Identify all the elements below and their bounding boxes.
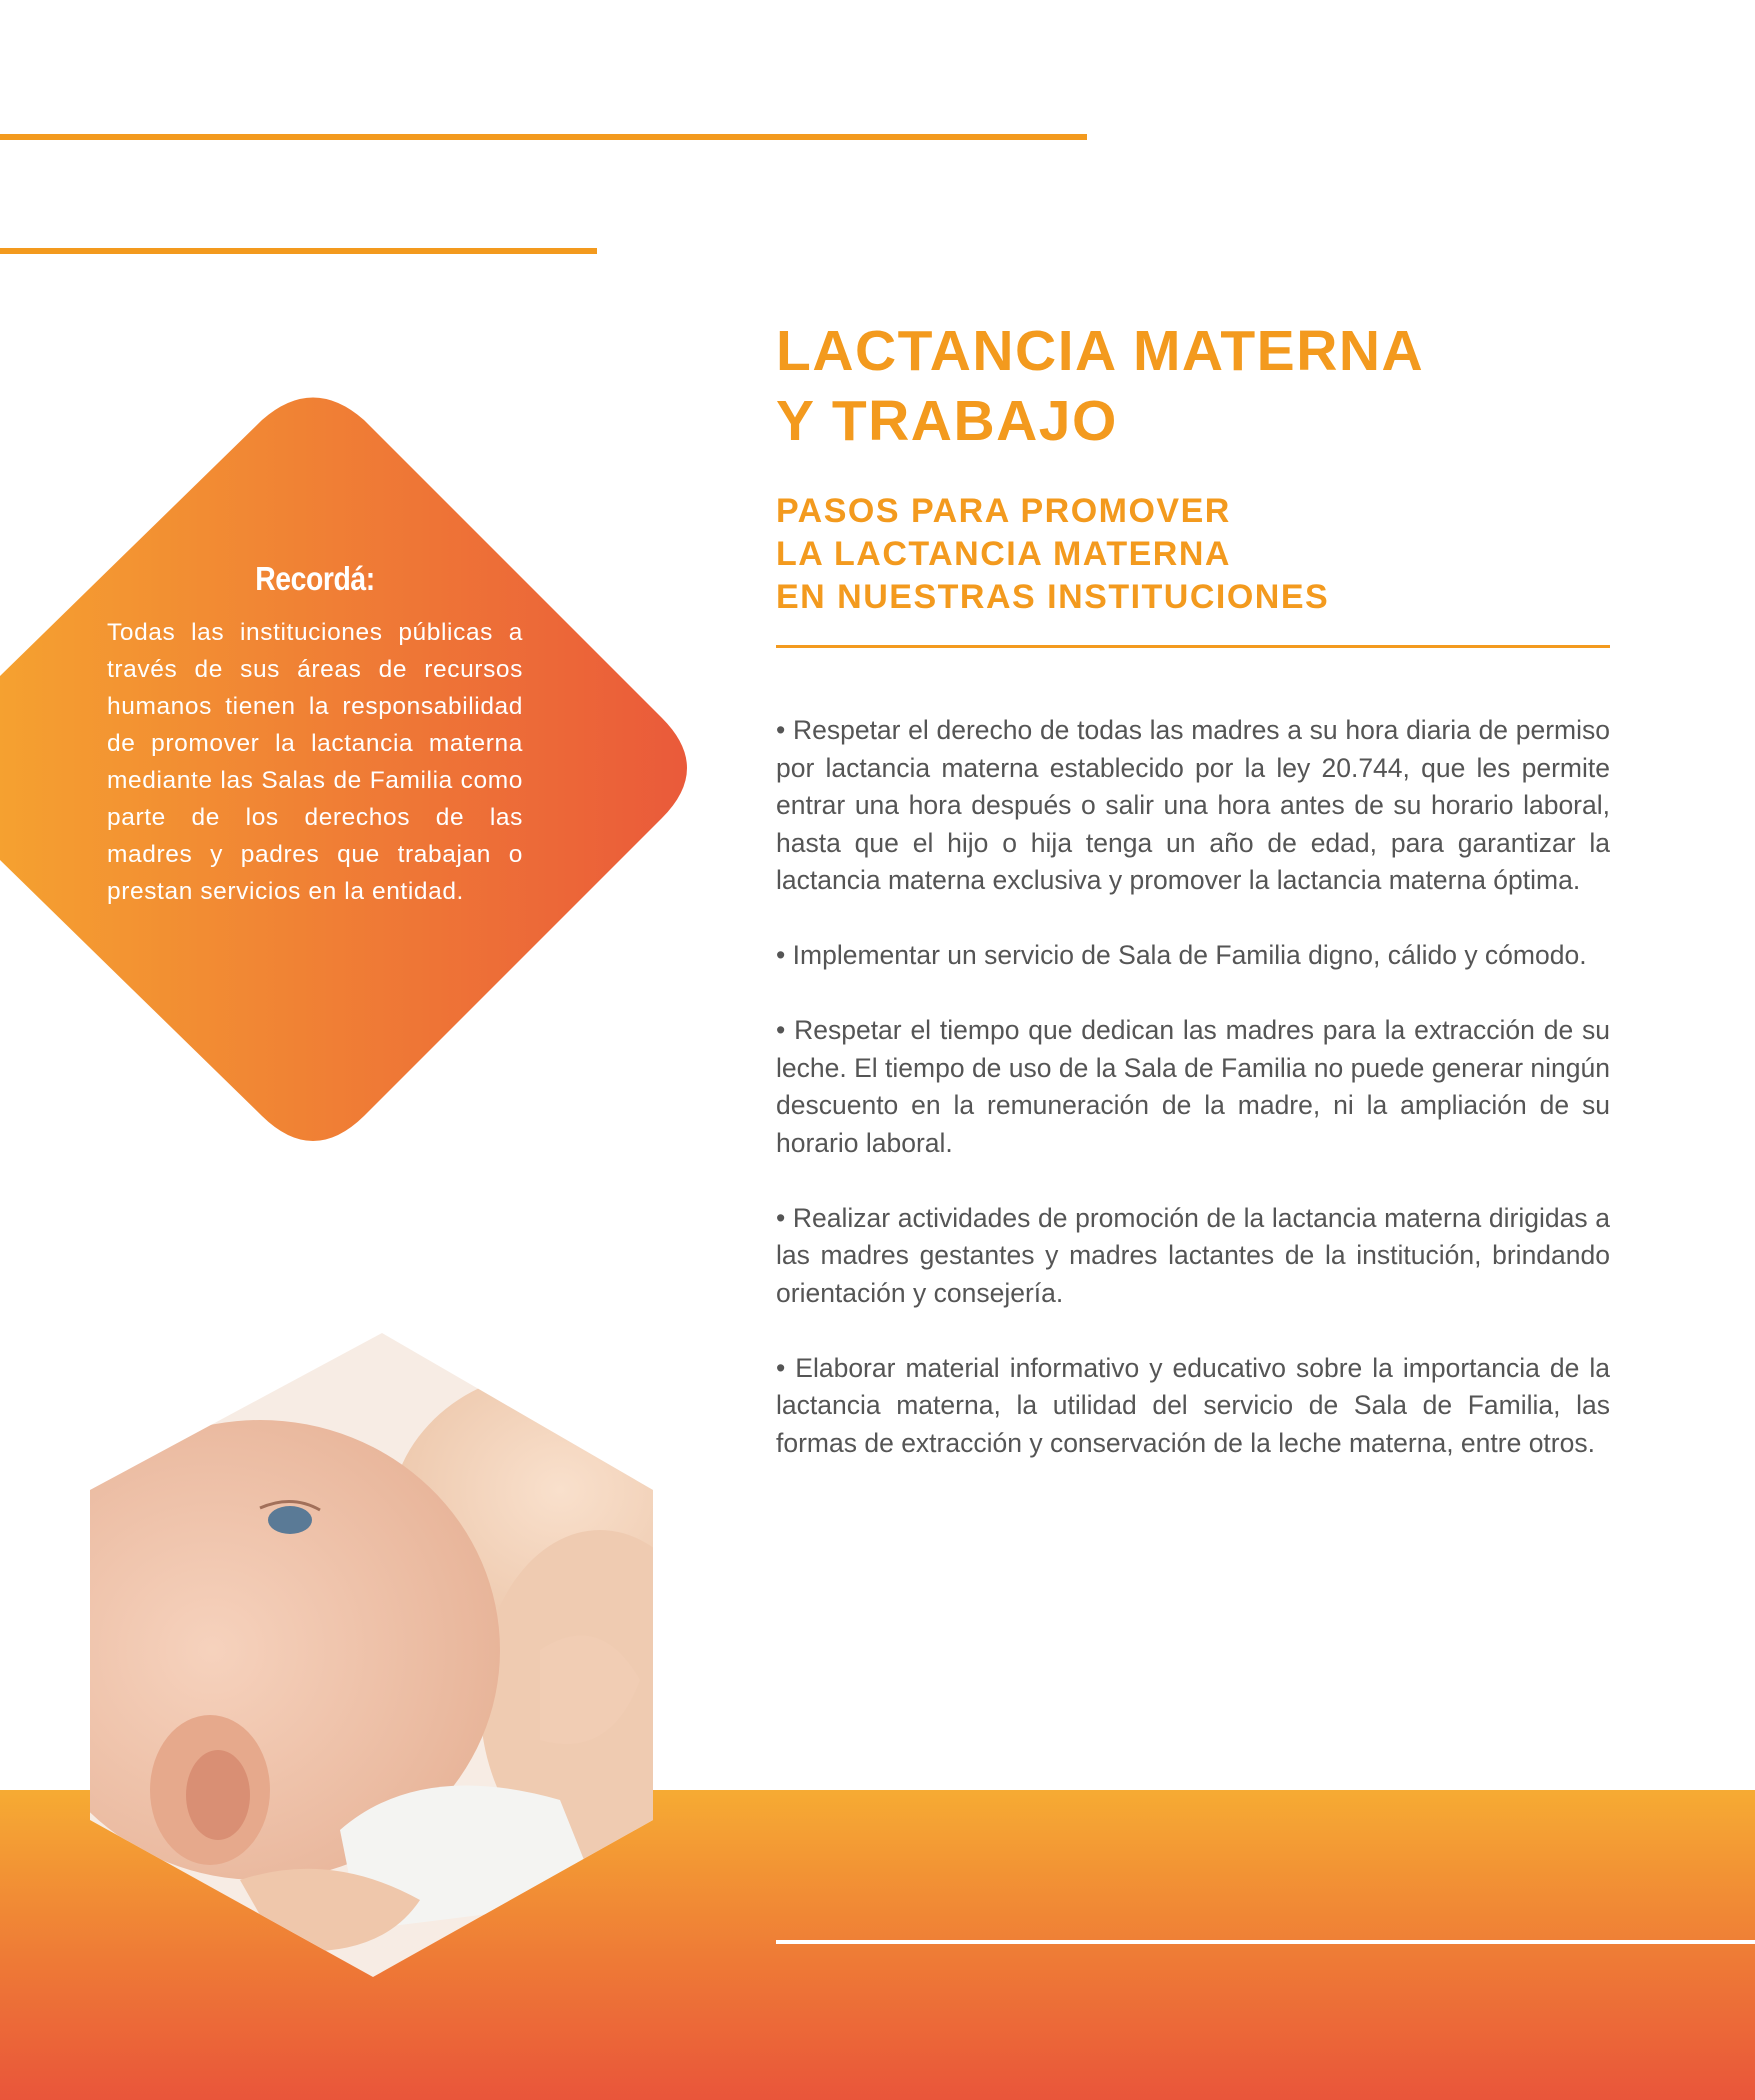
title-line-1: LACTANCIA MATERNA xyxy=(776,319,1425,383)
title-line-2: Y TRABAJO xyxy=(776,389,1118,453)
step-item: • Respetar el derecho de todas las madres a su hora diaria de permiso por lactancia materna establecido por la ley 20.744, que les permite entrar una hora después o salir una hora antes de su horario laboral, hasta que el hijo o hija tenga un año de edad, para garantizar la lactancia materna exclusiva y promover la lactancia materna óptima. xyxy=(776,715,1610,895)
step-item: • Realizar actividades de promoción de la lactancia materna dirigidas a las madres gestantes y madres lactantes de la institución, brindando orientación y consejería. xyxy=(776,1202,1610,1308)
callout-heading: Recordá: xyxy=(255,560,375,597)
step-item: • Respetar el tiempo que dedican las madres para la extracción de su leche. El tiempo de uso de la Sala de Familia no puede generar ningún descuento en la remuneración de la madre, ni la ampliación de su horario laboral. xyxy=(776,1015,1610,1158)
step-item: • Elaborar material informativo y educativo sobre la importancia de la lactancia materna, la utilidad del servicio de Sala de Familia, las formas de extracción y conservación de la leche materna, entre otros. xyxy=(776,1352,1610,1458)
callout-body: Todas las instituciones públicas a través de sus áreas de recursos humanos tienen la responsabilidad de promover la lactancia materna mediante las Salas de Familia como parte de los derechos de las madres y padres que trabajan o prestan servicios en la entidad. xyxy=(107,619,523,905)
subtitle-line-1: PASOS PARA PROMOVER xyxy=(776,492,1231,530)
step-item: • Implementar un servicio de Sala de Familia digno, cálido y cómodo. xyxy=(776,940,1587,970)
subtitle-line-2: LA LACTANCIA MATERNA xyxy=(776,535,1231,573)
subtitle-line-3: EN NUESTRAS INSTITUCIONES xyxy=(776,578,1330,616)
